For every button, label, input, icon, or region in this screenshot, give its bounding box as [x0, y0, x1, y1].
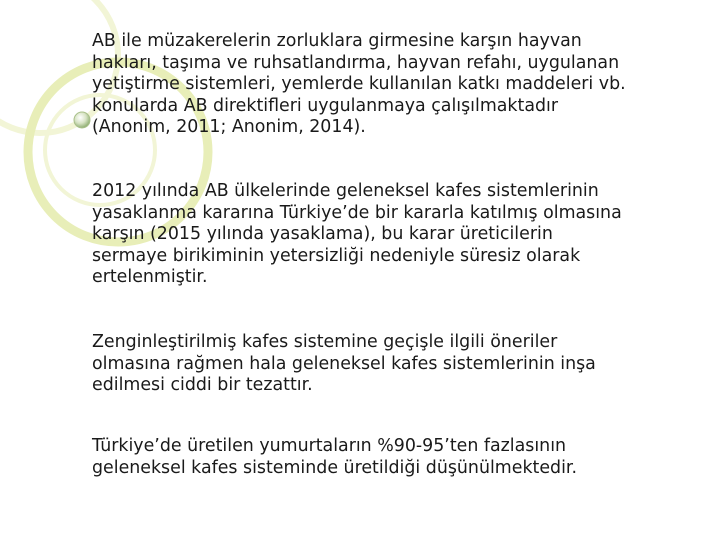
paragraph-egg-production-share: Türkiye’de üretilen yumurtaların %90-95’ten fazlasının geleneksel kafes sisteminde üretildiği düşünülmektedir. [92, 436, 577, 478]
paragraph-cage-ban-postponed: 2012 yılında AB ülkelerinde geleneksel kafes sistemlerinin yasaklanma kararına Türkiye’de bir kararla katılmış olmasına karşın (2015 yılında yasaklama), bu karar üreticilerin sermaye birikiminin yetersizliği nedeniyle süresiz olarak ertelenmiştir. [92, 181, 622, 288]
paragraph-eu-negotiations: AB ile müzakerelerin zorluklara girmesine karşın hayvan hakları, taşıma ve ruhsatlandırma, hayvan refahı, uygulanan yetiştirme sistemleri, yemlerde kullanılan katkı maddeleri vb. konularda AB direktifleri uygulanmaya çalışılmaktadır (Anonim, 2011; Anonim, 2014). [92, 31, 626, 138]
paragraph-enriched-cage-contradiction: Zenginleştirilmiş kafes sistemine geçişle ilgili öneriler olmasına rağmen hala geleneksel kafes sistemlerinin inşa edilmesi ciddi bir tezattır. [92, 332, 596, 396]
bullet-dot [74, 112, 90, 128]
